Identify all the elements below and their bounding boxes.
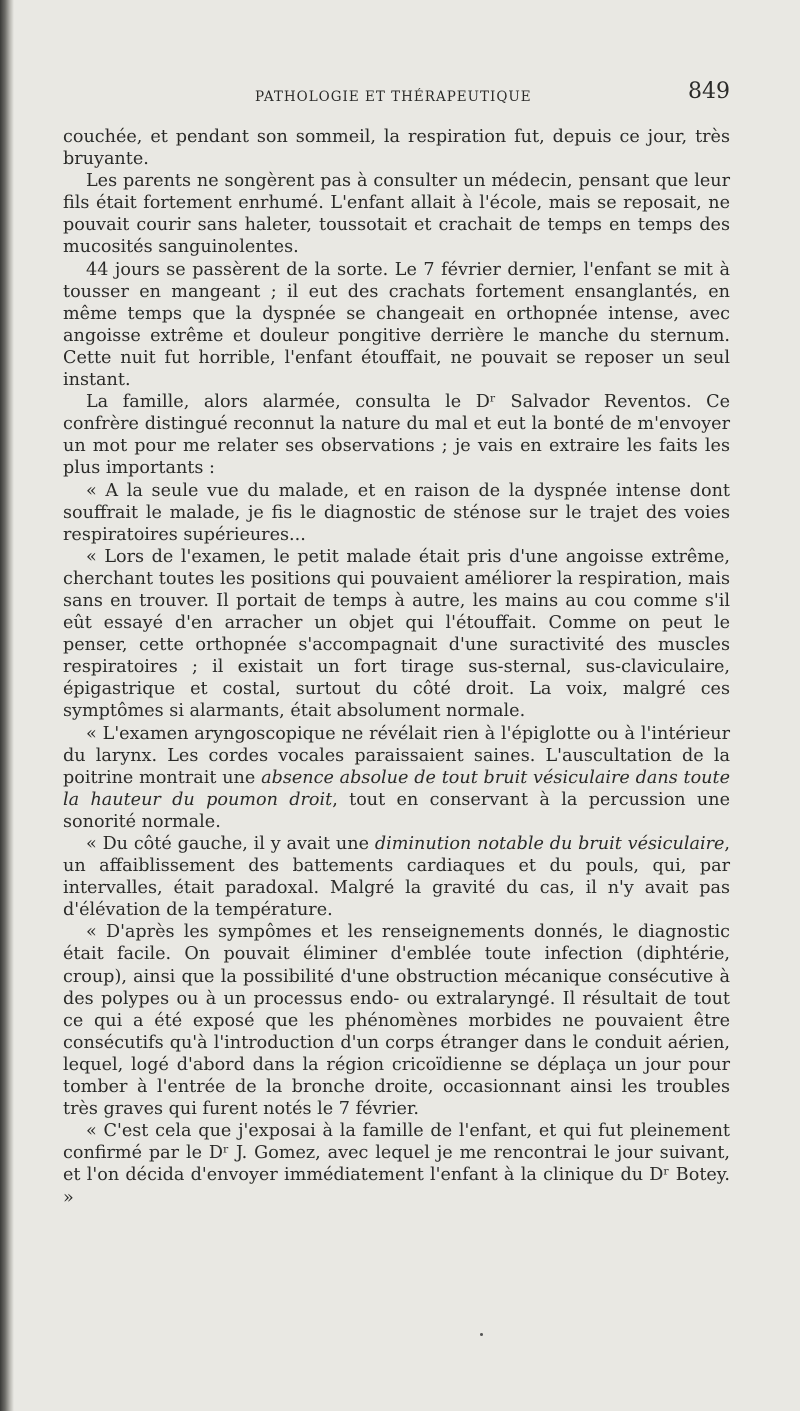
paragraph xyxy=(63,833,730,921)
italic-emphasis: diminution notable du bruit vésiculaire xyxy=(374,834,725,854)
page-binding-shadow xyxy=(0,0,14,1411)
paragraph-text: , tout en conservant à la percussion une sonorité normale. xyxy=(63,789,730,832)
body-text xyxy=(63,126,730,1209)
italic-emphasis: absence absolue de tout bruit vésiculaire dans toute la hauteur du poumon droit xyxy=(63,767,731,810)
page-number: 849 xyxy=(688,79,730,104)
running-head: PATHOLOGIE ET THÉRAPEUTIQUE xyxy=(255,89,532,105)
page-header xyxy=(63,79,736,109)
paragraph xyxy=(63,723,730,833)
paragraph: « C'est cela que j'exposai à la famille de l'enfant, et qui fut pleinement confirmé par le Dʳ J. Gomez, avec lequel je me rencontrai le jour suivant, et l'on décida d'envoyer immédiatement l'enfant à la clinique du Dʳ Botey. » xyxy=(63,1121,730,1208)
paragraph: Les parents ne songèrent pas à consulter un médecin, pensant que leur fils était fortement enrhumé. L'enfant allait à l'école, mais se reposait, ne pouvait courir sans haleter, toussotait et crachait de temps en temps des mucosités sanguinolentes. xyxy=(63,171,730,258)
paragraph: La famille, alors alarmée, consulta le Dʳ Salvador Reventos. Ce confrère distingué reconnut la nature du mal et eut la bonté de m'envoyer un mot pour me relater ses observations ; je vais en extraire les faits les plus importants : xyxy=(63,392,730,479)
paragraph: couchée, et pendant son sommeil, la respiration fut, depuis ce jour, très bruyante. xyxy=(63,127,730,170)
paragraph-text: « Du côté gauche, il y avait une xyxy=(86,834,369,854)
paragraph: 44 jours se passèrent de la sorte. Le 7 février dernier, l'enfant se mit à tousser en mangeant ; il eut des crachats fortement ensanglantés, en même temps que la dyspnée se changeait en orthopnée intense, avec angoisse extrême et douleur pongitive derrière le manche du sternum. Cette nuit fut horrible, l'enfant étouffait, ne pouvait se reposer un seul instant. xyxy=(63,259,730,391)
paragraph-text: « L'examen aryngoscopique ne révélait rien à l'épiglotte ou à l'intérieur du larynx. Les cordes vocales paraissaient saines. L'auscultation de la poitrine montrait une xyxy=(63,723,730,788)
paper-speck xyxy=(480,1333,483,1336)
paragraph-text: , un affaiblissement des battements cardiaques et du pouls, qui, par intervalles, était paradoxal. Malgré la gravité du cas, il n'y avait pas d'élévation de la température. xyxy=(63,834,731,921)
paragraph: « D'après les sympômes et les renseignements donnés, le diagnostic était facile. On pouvait éliminer d'emblée toute infection (diphtérie, croup), ainsi que la possibilité d'une obstruction mécanique consécutive à des polypes ou à un processus endo- ou extralaryngé. Il résultait de tout ce qui a été exposé que les phénomènes morbides ne pouvaient être consécutifs qu'à l'introduction d'un corps étranger dans le conduit aérien, lequel, logé d'abord dans la région cricoïdienne se déplaça un jour pour tomber à l'entrée de la bronche droite, occasionnant ainsi les troubles très graves qui furent notés le 7 février. xyxy=(63,922,730,1120)
paragraph: « A la seule vue du malade, et en raison de la dyspnée intense dont souffrait le malade, je fis le diagnostic de sténose sur le trajet des voies respiratoires supérieures... xyxy=(63,480,730,545)
paragraph: « Lors de l'examen, le petit malade était pris d'une angoisse extrême, cherchant toutes les positions qui pouvaient améliorer la respiration, mais sans en trouver. Il portait de temps à autre, les mains au cou comme s'il eût essayé d'en arracher un objet qui l'étouffait. Comme on peut le penser, cette orthopnée s'accompagnait d'une suractivité des muscles respiratoires ; il existait un fort tirage sus-sternal, sus-claviculaire, épigastrique et costal, surtout du côté droit. La voix, malgré ces symptômes si alarmants, était absolument normale. xyxy=(63,546,730,722)
